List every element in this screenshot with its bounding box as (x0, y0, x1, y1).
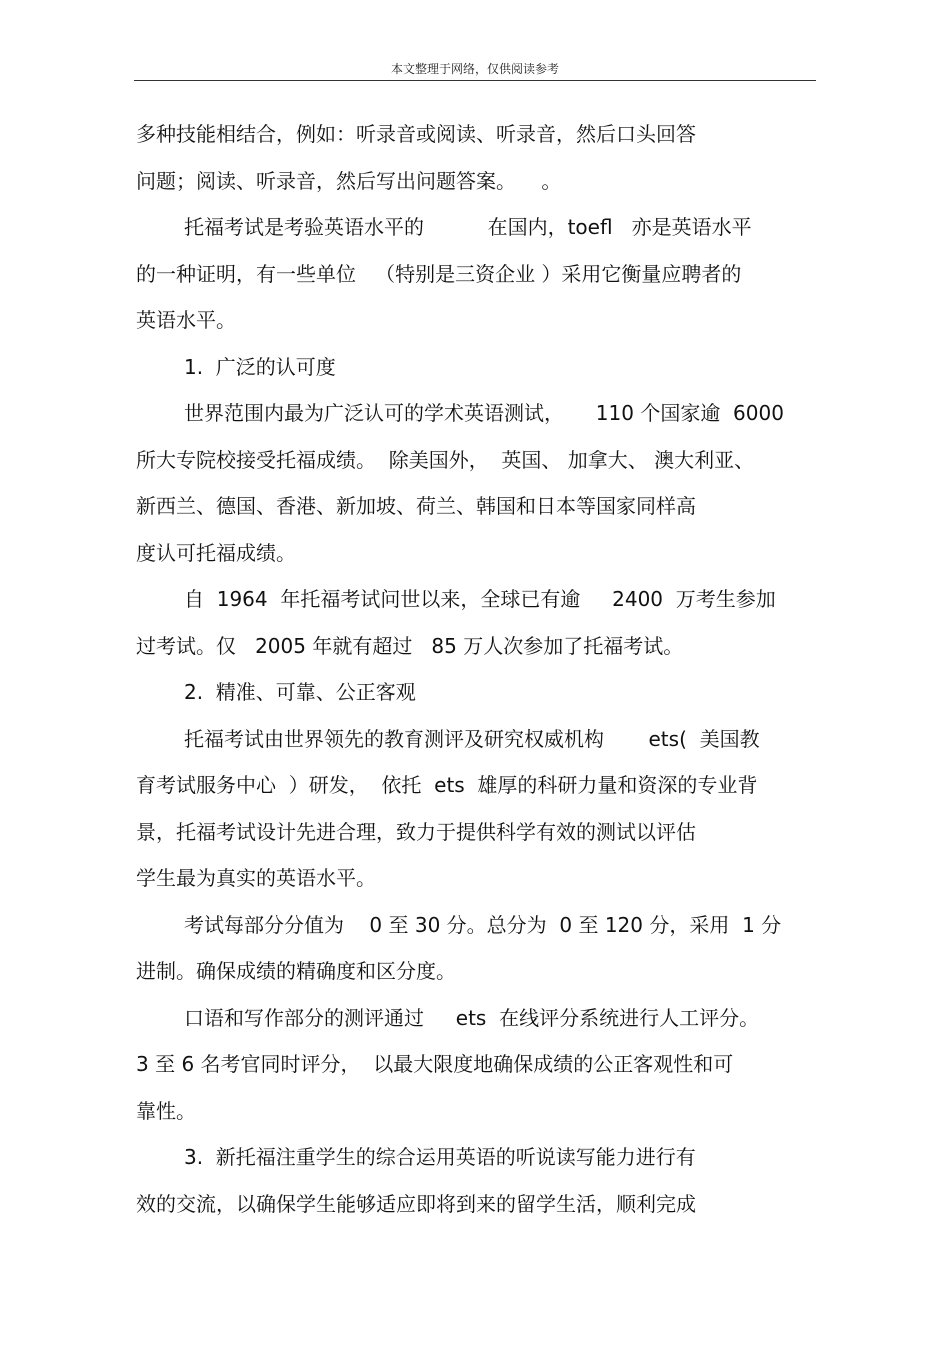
text-line: 学生最为真实的英语水平。 (136, 866, 376, 890)
text-line: 3 至 6 名考官同时评分， 以最大限度地确保成绩的公正客观性和可 (136, 1052, 734, 1076)
paragraph-start: 托福考试是考验英语水平的 在国内，toefl 亦是英语水平 (184, 215, 752, 239)
section-heading-1: 1. 广泛的认可度 (184, 354, 336, 379)
section-heading-2: 2. 精准、可靠、公正客观 (184, 680, 416, 704)
text-line: 靠性。 (136, 1098, 196, 1123)
document-body (136, 112, 826, 1228)
page-header (134, 58, 816, 81)
text-line: 景，托福考试设计先进合理，致力于提供科学有效的测试以评估 (136, 819, 696, 844)
text-line: 育考试服务中心 ）研发， 依托 ets 雄厚的科研力量和资深的专业背 (136, 773, 758, 797)
text-line: 过考试。仅 2005 年就有超过 85 万人次参加了托福考试。 (136, 633, 684, 658)
section-heading-3: 3. 新托福注重学生的综合运用英语的听说读写能力进行有 (184, 1145, 696, 1169)
text-line: 问题；阅读、听录音，然后写出问题答案。 。 (136, 168, 562, 193)
paragraph-start: 世界范围内最为广泛认可的学术英语测试， 110 个国家逾 6000 (184, 401, 784, 425)
text-line: 效的交流，以确保学生能够适应即将到来的留学生活，顺利完成 (136, 1191, 696, 1216)
text-line: 所大专院校接受托福成绩。 除美国外， 英国、 加拿大、 澳大利亚、 (136, 447, 755, 472)
text-line: 多种技能相结合，例如：听录音或阅读、听录音，然后口头回答 (136, 122, 696, 146)
paragraph-start: 口语和写作部分的测评通过 ets 在线评分系统进行人工评分。 (184, 1005, 760, 1030)
header-text: 本文整理于网络，仅供阅读参考 (390, 62, 559, 76)
text-line: 的一种证明，有一些单位 （特别是三资企业 ）采用它衡量应聘者的 (136, 261, 742, 286)
text-line: 新西兰、德国、香港、新加坡、荷兰、韩国和日本等国家同样高 (136, 494, 696, 518)
paragraph-start: 托福考试由世界领先的教育测评及研究权威机构 ets( 美国教 (184, 726, 760, 751)
paragraph-start: 自 1964 年托福考试问世以来，全球已有逾 2400 万考生参加 (184, 587, 776, 611)
text-line: 进制。确保成绩的精确度和区分度。 (136, 959, 456, 983)
text-line: 度认可托福成绩。 (136, 540, 296, 565)
text-line: 英语水平。 (136, 308, 236, 332)
paragraph-start: 考试每部分分值为 0 至 30 分。总分为 0 至 120 分，采用 1 分 (184, 912, 782, 937)
